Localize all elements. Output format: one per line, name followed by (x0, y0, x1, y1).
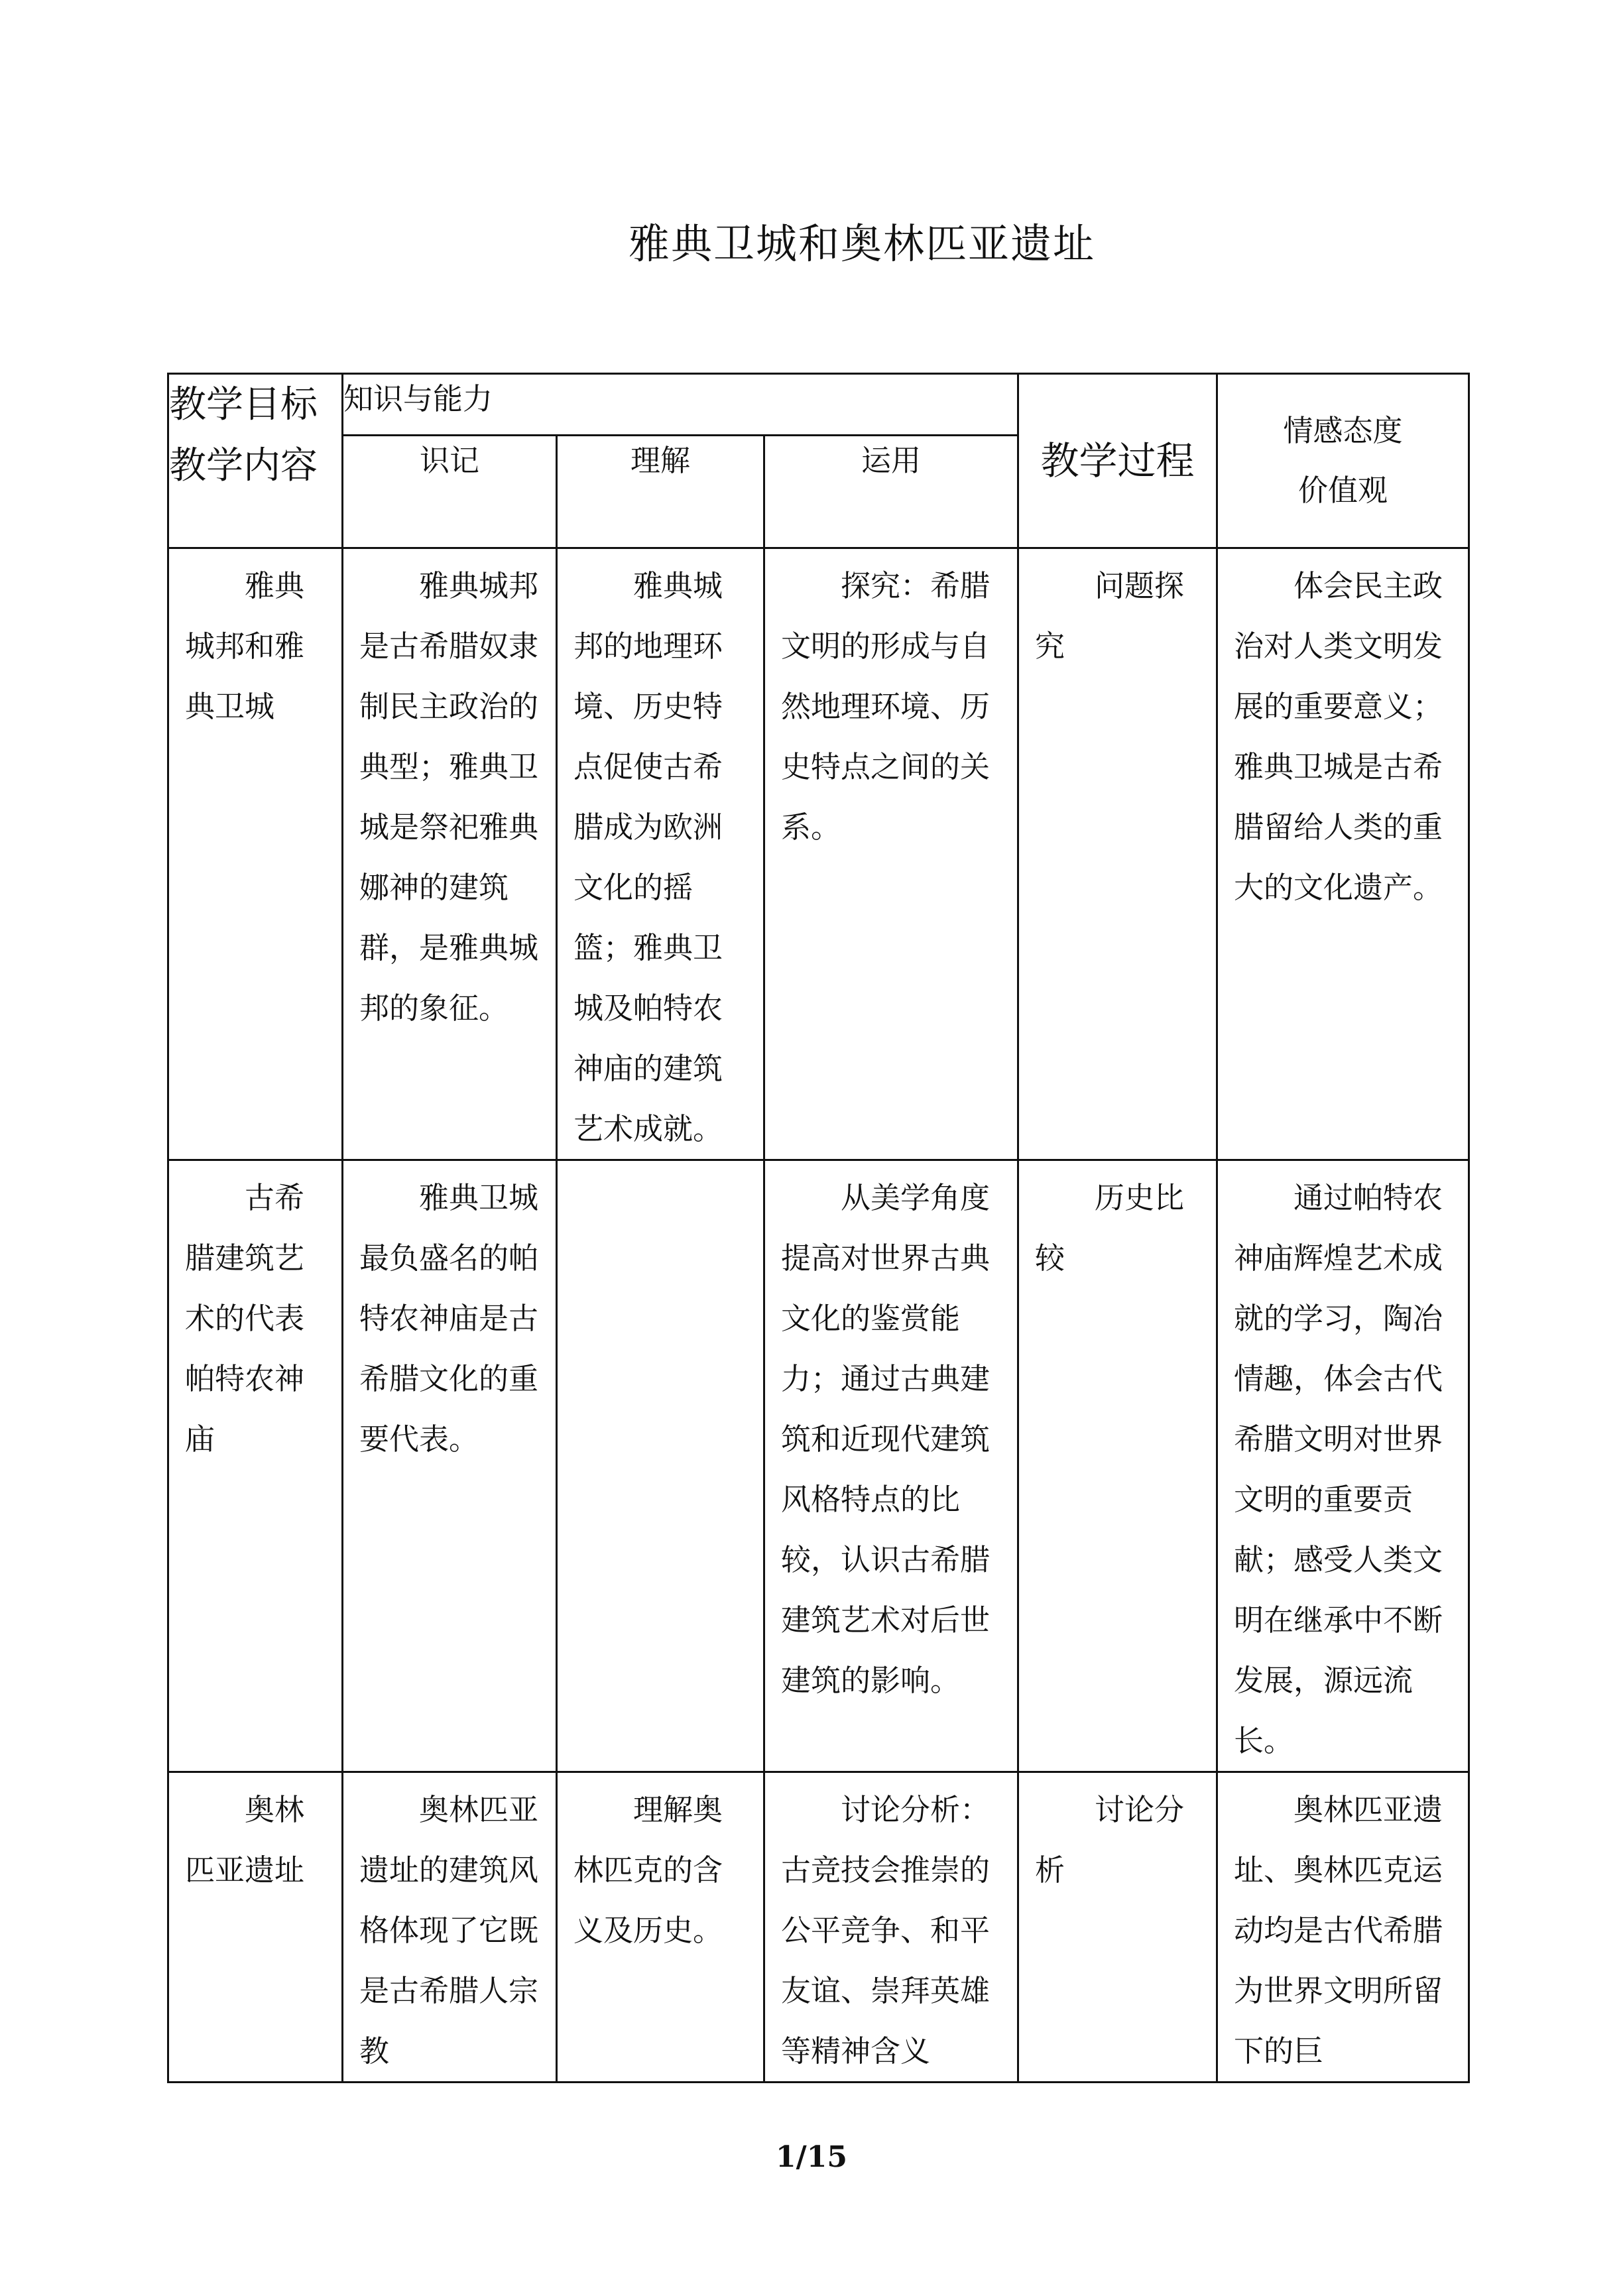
cell-understand: 雅典城邦的地理环境、历史特点促使古希腊成为欧洲文化的摇篮；雅典卫城及帕特农神庙的建筑艺术成就。 (573, 568, 723, 1146)
header-goal: 教学目标 (169, 383, 318, 426)
header-affect-cell (1217, 374, 1469, 548)
cell-recall: 雅典卫城最负盛名的帕特农神庙是古希腊文化的重要代表。 (359, 1180, 539, 1457)
cell-affect: 体会民主政治对人类文明发展的重要意义；雅典卫城是古希腊留给人类的重大的文化遗产。 (1234, 568, 1443, 905)
page-number: 1/15 (776, 2140, 847, 2174)
cell-affect: 通过帕特农神庙辉煌艺术成就的学习，陶冶情趣，体会古代希腊文明对世界文明的重要贡献；感受人类文明在继承中不断发展，源远流长。 (1234, 1180, 1443, 1758)
cell-process: 历史比较 (1035, 1180, 1185, 1276)
cell-apply: 从美学角度提高对世界古典文化的鉴赏能力；通过古典建筑和近现代建筑风格特点的比较，认识古希腊建筑艺术对后世建筑的影响。 (781, 1180, 991, 1698)
header-process: 教学过程 (1018, 374, 1217, 548)
cell-process: 问题探究 (1035, 568, 1185, 664)
header-knowledge: 知识与能力 (343, 374, 1018, 436)
table-row (168, 548, 1469, 1160)
cell-topic: 奥林匹亚遗址 (185, 1792, 305, 1888)
cell-recall: 奥林匹亚遗址的建筑风格体现了它既是古希腊人宗教 (359, 1792, 539, 2069)
cell-understand (558, 1161, 763, 1168)
table-row (168, 1772, 1469, 2083)
cell-affect: 奥林匹亚遗址、奥林匹克运动均是古代希腊为世界文明所留下的巨 (1234, 1792, 1443, 2069)
cell-apply: 探究：希腊文明的形成与自然地理环境、历史特点之间的关系。 (781, 568, 991, 845)
header-corner-cell (168, 374, 343, 548)
header-recall: 识记 (343, 436, 557, 548)
cell-apply: 讨论分析：古竞技会推崇的公平竞争、和平友谊、崇拜英雄等精神含义 (781, 1792, 991, 2069)
cell-topic: 古希腊建筑艺术的代表帕特农神庙 (185, 1180, 305, 1457)
header-affect-line2: 价值观 (1298, 473, 1388, 508)
header-content: 教学内容 (169, 444, 318, 487)
cell-process: 讨论分析 (1035, 1792, 1185, 1888)
cell-topic: 雅典城邦和雅典卫城 (185, 568, 305, 724)
table-row (168, 1160, 1469, 1772)
lesson-plan-table (167, 373, 1470, 2083)
page-title: 雅典卫城和奥林匹亚遗址 (628, 219, 1095, 268)
cell-recall: 雅典城邦是古希腊奴隶制民主政治的典型；雅典卫城是祭祀雅典娜神的建筑群，是雅典城邦的象征。 (359, 568, 539, 1026)
cell-understand: 理解奥林匹克的含义及历史。 (573, 1792, 723, 1948)
header-understand: 理解 (557, 436, 764, 548)
header-affect-line1: 情感态度 (1283, 413, 1403, 448)
header-apply: 运用 (764, 436, 1018, 548)
